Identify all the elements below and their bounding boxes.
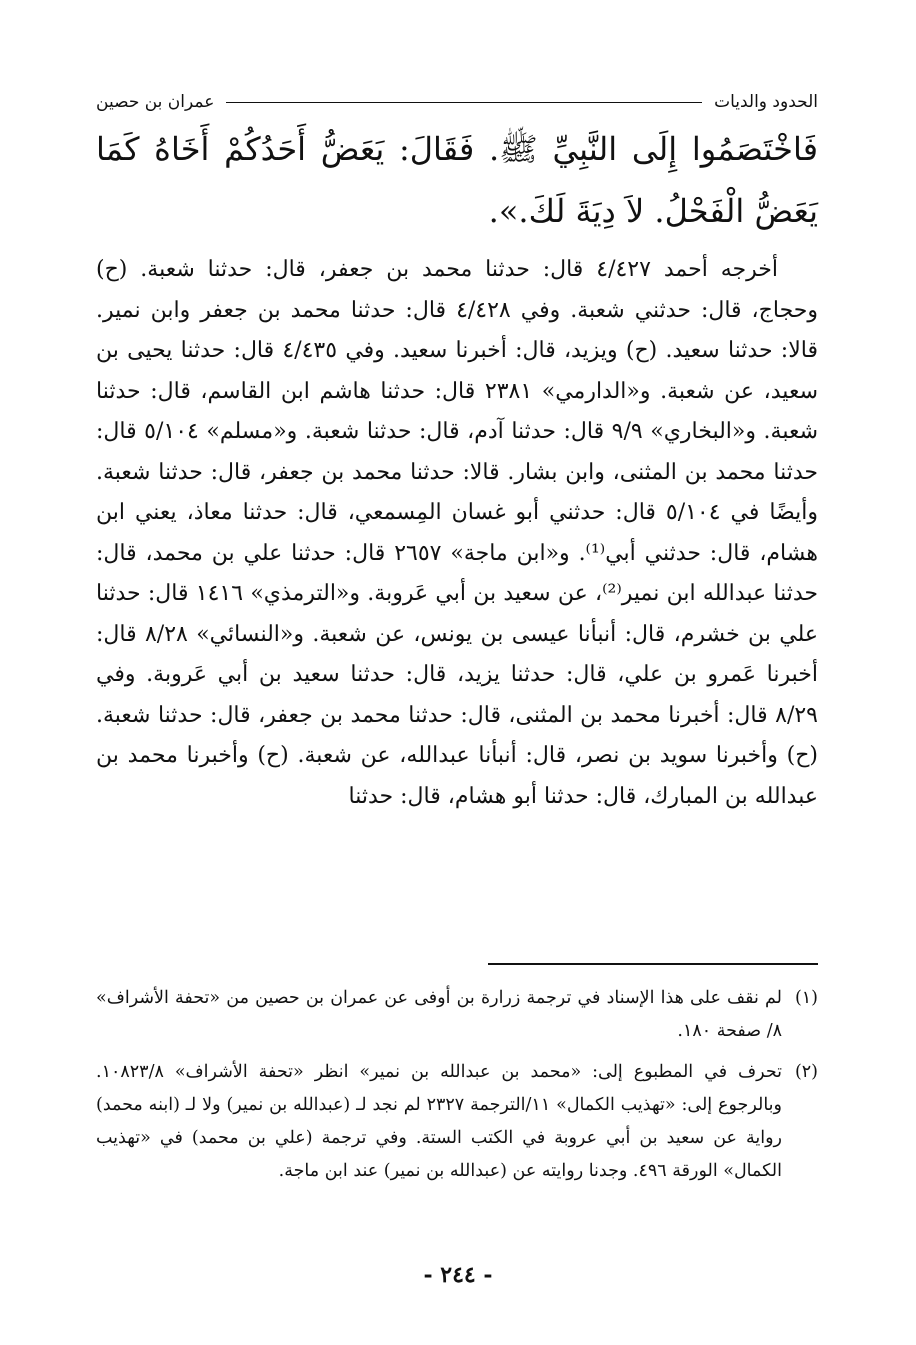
footnote-text: لم نقف على هذا الإسناد في ترجمة زرارة بن أوفى عن عمران بن حصين من «تحفة الأشراف» ٨/ صفحة ١٨٠. — [96, 988, 782, 1041]
footnote-number: (١) — [794, 988, 818, 1008]
narrator-title: عمران بن حصين — [96, 92, 215, 112]
hadith-quote: فَاخْتَصَمُوا إِلَى النَّبِيِّ ﷺ. فَقَالَ: يَعَضُّ أَحَدُكُمْ أَخَاهُ كَمَا يَعَضُّ الْفَحْلُ. لاَ دِيَةَ لَكَ.». — [96, 130, 818, 230]
running-header — [96, 88, 818, 116]
footnotes — [96, 982, 818, 1196]
page-number: - ٢٤٤ - — [423, 1262, 493, 1288]
footnote-2 — [96, 1056, 818, 1188]
takhrij-body — [96, 250, 818, 817]
footnote-text: تحرف في المطبوع إلى: «محمد بن عبدالله بن نمير» انظر «تحفة الأشراف» ١٠٨٢٣/٨. وبالرجوع إلى: «تهذيب الكمال» ١١/الترجمة ٢٣٢٧ لم نجد لـ (عبدالله بن نمير) ولا لـ (ابنه محمد) رواية عن سعيد بن أبي عروبة في الكتب الستة. وفي ترجمة (علي بن محمد) في «تهذيب الكمال» الورقة ٤٩٦. وجدنا روايته عن (عبدالله بن نمير) عند ابن ماجة. — [96, 1062, 782, 1181]
chapter-title: الحدود والديات — [714, 92, 818, 112]
footnote-separator — [488, 963, 818, 965]
footnote-number: (٢) — [794, 1062, 818, 1082]
header-rule — [226, 102, 702, 103]
footnote-1 — [96, 982, 818, 1048]
body-paragraph: أخرجه أحمد ٤/٤٢٧ قال: حدثنا محمد بن جعفر، قال: حدثنا شعبة. (ح) وحجاج، قال: حدثني شعبة. وفي ٤/٤٢٨ قال: حدثنا محمد بن جعفر وابن نمير. قالا: حدثنا سعيد. (ح) ويزيد، قال: أخبرنا سعيد. وفي ٤/٤٣٥ قال: حدثنا يحيى بن سعيد، عن شعبة. و«الدارمي» ٢٣٨١ قال: حدثنا هاشم ابن القاسم، قال: حدثنا شعبة. و«البخاري» ٩/٩ قال: حدثنا آدم، قال: حدثنا شعبة. و«مسلم» ٥/١٠٤ قال: حدثنا محمد بن المثنى، وابن بشار. قالا: حدثنا محمد بن جعفر، قال: حدثنا شعبة. وأيضًا في ٥/١٠٤ قال: حدثني أبو غسان المِسمعي، قال: حدثنا معاذ، يعني ابن هشام، قال: حدثني أبي⁽¹⁾. و«ابن ماجة» ٢٦٥٧ قال: حدثنا علي بن محمد، قال: حدثنا عبدالله ابن نمير⁽²⁾، عن سعيد بن أبي عَروبة. و«الترمذي» ١٤١٦ قال: حدثنا علي بن خشرم، قال: أنبأنا عيسى بن يونس، عن شعبة. و«النسائي» ٨/٢٨ قال: أخبرنا عَمرو بن علي، قال: حدثنا يزيد، قال: حدثنا سعيد بن أبي عَروبة. وفي ٨/٢٩ قال: أخبرنا محمد بن المثنى، قال: حدثنا محمد بن جعفر، قال: حدثنا شعبة. (ح) وأخبرنا سويد بن نصر، قال: أنبأنا عبدالله، عن شعبة. (ح) وأخبرنا محمد بن عبدالله بن المبارك، قال: حدثنا أبو هشام، قال: حدثنا — [96, 257, 819, 809]
